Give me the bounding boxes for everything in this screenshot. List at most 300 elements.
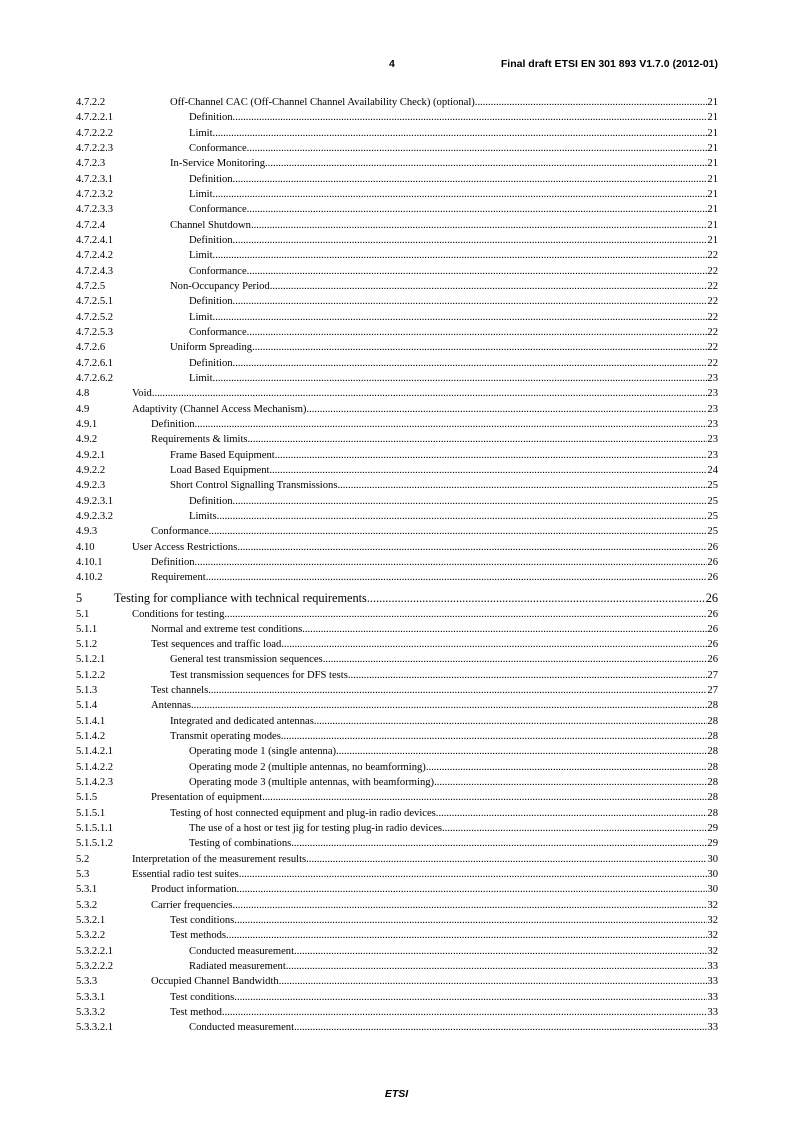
toc-entry-page: 24 [707, 464, 718, 476]
toc-entry-number: 4.7.2.6 [76, 342, 106, 354]
toc-entry[interactable] [76, 1020, 718, 1035]
toc-entry-page: 22 [707, 326, 718, 338]
toc-entry-title: Conformance [189, 265, 247, 277]
toc-entry[interactable] [76, 325, 718, 340]
toc-entry-title: Test sequences and traffic load [151, 639, 282, 651]
toc-entry-title: Limit [189, 372, 213, 384]
toc-entry-title: Essential radio test suites [132, 869, 239, 881]
toc-entry-number: 5.3 [76, 869, 90, 881]
toc-entry[interactable] [76, 821, 718, 836]
toc-entry-page: 26 [707, 556, 718, 568]
toc-entry[interactable] [76, 1005, 718, 1020]
toc-entry-title: Test method [170, 1007, 222, 1019]
toc-entry-page: 25 [707, 510, 718, 522]
toc-entry[interactable] [76, 463, 718, 478]
toc-dot-leader [367, 590, 706, 607]
toc-entry[interactable] [76, 867, 718, 882]
toc-entry-number: 5.1.4.2.1 [76, 746, 114, 758]
toc-entry-title: Operating mode 2 (multiple antennas, no beamforming) [189, 761, 426, 773]
toc-dot-leader [306, 402, 707, 417]
toc-dot-leader [195, 417, 708, 432]
toc-entry-page: 21 [707, 97, 718, 108]
toc-entry-title: Definition [189, 234, 233, 246]
toc-dot-leader [252, 340, 707, 355]
toc-dot-leader [226, 928, 707, 943]
toc-entry-page: 26 [705, 590, 718, 605]
toc-entry-number: 5.1.5.1.2 [76, 838, 114, 850]
toc-entry[interactable] [76, 622, 718, 637]
toc-entry-page: 30 [707, 853, 718, 865]
toc-dot-leader [237, 882, 708, 897]
toc-entry-number: 5.1.1 [76, 623, 98, 635]
toc-entry-title: Definition [189, 173, 233, 185]
toc-entry[interactable] [76, 310, 718, 325]
toc-entry[interactable] [76, 928, 718, 943]
toc-entry-page: 22 [707, 311, 718, 323]
toc-dot-leader [233, 233, 708, 248]
toc-entry-page: 33 [707, 1007, 718, 1019]
toc-entry-page: 21 [707, 204, 718, 216]
toc-entry[interactable] [76, 340, 718, 355]
toc-entry-title: Requirement [151, 572, 206, 584]
document-title: Final draft ETSI EN 301 893 V1.7.0 (2012-01) [500, 58, 718, 70]
toc-entry[interactable] [76, 448, 718, 463]
toc-entry-page: 32 [707, 915, 718, 927]
toc-entry[interactable] [76, 233, 718, 248]
toc-entry-page: 28 [707, 715, 718, 727]
toc-entry-title: In-Service Monitoring [170, 158, 266, 170]
toc-dot-leader [291, 836, 707, 851]
toc-entry-page: 29 [707, 838, 718, 850]
toc-entry-page: 28 [707, 746, 718, 758]
toc-entry-title: Transmit operating modes [170, 731, 281, 743]
toc-entry-page: 28 [707, 731, 718, 743]
toc-entry-number: 4.7.2.4 [76, 219, 106, 231]
toc-dot-leader [209, 524, 708, 539]
toc-dot-leader [152, 386, 708, 401]
toc-entry-page: 32 [707, 899, 718, 911]
toc-entry[interactable] [76, 683, 718, 698]
toc-entry-number: 4.9.2.3 [76, 480, 106, 492]
table-of-contents [76, 95, 718, 1036]
toc-entry-page: 22 [707, 265, 718, 277]
toc-entry[interactable] [76, 417, 718, 432]
toc-entry-page: 23 [707, 434, 718, 446]
toc-dot-leader [213, 187, 708, 202]
toc-entry-page: 21 [707, 142, 718, 154]
toc-entry-title: Limit [189, 250, 213, 262]
toc-dot-leader [262, 790, 707, 805]
toc-entry[interactable] [76, 974, 718, 989]
toc-dot-leader [275, 448, 708, 463]
toc-entry-title: Conformance [189, 326, 247, 338]
toc-dot-leader [213, 371, 708, 386]
toc-entry[interactable] [76, 775, 718, 790]
toc-entry-number: 5.1.4.2.3 [76, 777, 114, 789]
toc-entry[interactable] [76, 294, 718, 309]
toc-entry-page: 23 [707, 418, 718, 430]
toc-entry-title: Limit [189, 311, 213, 323]
toc-entry-title: Channel Shutdown [170, 219, 251, 231]
toc-entry-title: Uniform Spreading [170, 342, 253, 354]
toc-dot-leader [281, 729, 708, 744]
toc-entry-page: 21 [707, 158, 718, 170]
toc-entry[interactable] [76, 959, 718, 974]
toc-dot-leader [314, 714, 708, 729]
toc-entry-number: 4.7.2.4.1 [76, 234, 114, 246]
toc-entry[interactable] [76, 279, 718, 294]
toc-entry-page: 30 [707, 884, 718, 896]
toc-entry-number: 4.8 [76, 388, 90, 400]
toc-entry-number: 5.1.4 [76, 700, 98, 712]
toc-entry-title: Testing of combinations [189, 838, 292, 850]
toc-entry[interactable] [76, 141, 718, 156]
toc-entry[interactable] [76, 570, 718, 585]
toc-entry-title: Conditions for testing [132, 608, 225, 620]
toc-entry-title: The use of a host or test jig for testing plug-in radio devices [189, 823, 443, 835]
toc-entry-number: 4.7.2.5.2 [76, 311, 114, 323]
toc-entry[interactable] [76, 248, 718, 263]
toc-entry-number: 5.3.3.2 [76, 1007, 106, 1019]
toc-entry-page: 22 [707, 342, 718, 354]
toc-entry-title: Occupied Channel Bandwidth [151, 976, 279, 988]
toc-dot-leader [337, 478, 707, 493]
toc-entry-number: 5.3.3 [76, 976, 98, 988]
toc-dot-leader [232, 898, 707, 913]
toc-entry-title: Non-Occupancy Period [170, 280, 270, 292]
toc-entry-number: 4.7.2.4.2 [76, 250, 114, 262]
toc-entry-page: 32 [707, 945, 718, 957]
toc-entry-page: 25 [707, 480, 718, 492]
toc-entry-title: Antennas [151, 700, 192, 712]
toc-entry-number: 5.3.3.2.1 [76, 1022, 114, 1034]
toc-dot-leader [269, 463, 707, 478]
toc-entry-page: 26 [707, 654, 718, 666]
toc-entry-title: Test channels [151, 685, 209, 697]
toc-dot-leader [306, 852, 707, 867]
toc-entry[interactable] [76, 990, 718, 1005]
toc-entry-page: 21 [707, 234, 718, 246]
toc-dot-leader [195, 555, 708, 570]
toc-entry[interactable] [76, 402, 718, 417]
toc-entry-page: 28 [707, 700, 718, 712]
toc-entry-page: 23 [707, 449, 718, 461]
toc-entry[interactable] [76, 898, 718, 913]
toc-entry[interactable] [76, 432, 718, 447]
toc-entry-title: Test transmission sequences for DFS tests [170, 669, 348, 681]
toc-entry-number: 4.7.2.2.3 [76, 142, 114, 154]
toc-entry[interactable] [76, 172, 718, 187]
toc-entry-title: Test conditions [170, 991, 235, 1003]
toc-entry-title: Product information [151, 884, 237, 896]
toc-entry[interactable] [76, 540, 718, 555]
toc-entry-title: General test transmission sequences [170, 654, 323, 666]
toc-entry-number: 5.3.1 [76, 884, 98, 896]
toc-entry-title: Limit [189, 127, 213, 139]
toc-entry[interactable] [76, 386, 718, 401]
toc-entry-page: 22 [707, 280, 718, 292]
toc-entry-number: 4.7.2.2 [76, 97, 106, 108]
toc-entry[interactable] [76, 356, 718, 371]
toc-entry-page: 26 [707, 623, 718, 635]
toc-dot-leader [233, 294, 708, 309]
toc-entry[interactable] [76, 555, 718, 570]
toc-entry-page: 32 [707, 930, 718, 942]
toc-entry-number: 5.2 [76, 853, 90, 865]
toc-dot-leader [233, 172, 708, 187]
toc-dot-leader [213, 310, 708, 325]
toc-entry-number: 4.10.1 [76, 556, 103, 568]
toc-entry-number: 5.1.5 [76, 792, 98, 804]
toc-entry-page: 22 [707, 250, 718, 262]
toc-entry[interactable] [76, 371, 718, 386]
toc-entry-page: 33 [707, 991, 718, 1003]
toc-entry[interactable] [76, 882, 718, 897]
toc-dot-leader [426, 760, 708, 775]
toc-entry-number: 5 [76, 590, 83, 605]
toc-dot-leader [239, 867, 708, 882]
toc-entry[interactable] [76, 714, 718, 729]
toc-entry[interactable] [76, 944, 718, 959]
toc-dot-leader [213, 248, 708, 263]
toc-entry-number: 4.10.2 [76, 572, 103, 584]
toc-entry-number: 4.9.1 [76, 418, 98, 430]
toc-entry-title: Normal and extreme test conditions [151, 623, 303, 635]
toc-entry-page: 21 [707, 188, 718, 200]
toc-entry[interactable] [76, 494, 718, 509]
toc-entry[interactable] [76, 264, 718, 279]
toc-entry-page: 27 [707, 669, 718, 681]
page-header [76, 58, 718, 72]
toc-entry-number: 4.10 [76, 541, 95, 553]
toc-entry-title: Carrier frequencies [151, 899, 233, 911]
toc-entry-number: 4.7.2.3.2 [76, 188, 114, 200]
toc-entry-number: 4.9.2.3.2 [76, 510, 114, 522]
toc-dot-leader [279, 974, 708, 989]
toc-dot-leader [206, 570, 708, 585]
toc-dot-leader [247, 202, 708, 217]
toc-entry-title: Limits [189, 510, 217, 522]
toc-entry-title: Definition [189, 495, 233, 507]
toc-entry-page: 22 [707, 296, 718, 308]
toc-dot-leader [237, 540, 707, 555]
toc-entry-title: Testing of host connected equipment and plug-in radio devices [170, 807, 436, 819]
toc-dot-leader [191, 698, 707, 713]
toc-entry-title: Radiated measurement [189, 961, 286, 973]
toc-dot-leader [233, 494, 708, 509]
toc-entry-number: 4.7.2.6.2 [76, 372, 114, 384]
toc-dot-leader [281, 637, 707, 652]
toc-entry-title: Definition [189, 112, 233, 124]
toc-entry[interactable] [76, 126, 718, 141]
toc-entry-number: 5.1.4.2.2 [76, 761, 114, 773]
toc-entry[interactable] [76, 218, 718, 233]
toc-entry-title: Definition [189, 296, 233, 308]
toc-entry-number: 5.3.2.2.1 [76, 945, 114, 957]
toc-entry-title: Frame Based Equipment [170, 449, 275, 461]
toc-entry-number: 4.7.2.3.1 [76, 173, 114, 185]
toc-entry-title: Test conditions [170, 915, 235, 927]
toc-entry-page: 27 [707, 685, 718, 697]
toc-dot-leader [302, 622, 707, 637]
toc-entry-page: 23 [707, 388, 718, 400]
toc-dot-leader [233, 356, 708, 371]
toc-entry-number: 5.1.5.1 [76, 807, 106, 819]
toc-entry-number: 5.3.2.1 [76, 915, 106, 927]
toc-entry-number: 4.7.2.5.3 [76, 326, 114, 338]
toc-entry-title: Test methods [170, 930, 227, 942]
toc-entry[interactable] [76, 729, 718, 744]
toc-entry-page: 33 [707, 976, 718, 988]
toc-dot-leader [247, 325, 708, 340]
toc-entry-title: Integrated and dedicated antennas [170, 715, 314, 727]
toc-entry-page: 28 [707, 761, 718, 773]
toc-dot-leader [233, 110, 708, 125]
toc-entry-number: 4.9.2 [76, 434, 98, 446]
toc-entry-title: Definition [151, 418, 195, 430]
toc-entry-page: 21 [707, 127, 718, 139]
toc-entry[interactable] [76, 607, 718, 622]
toc-entry-page: 26 [707, 572, 718, 584]
toc-entry-page: 28 [707, 792, 718, 804]
toc-entry-title: Presentation of equipment [151, 792, 263, 804]
toc-entry-number: 4.9.2.3.1 [76, 495, 114, 507]
toc-entry-number: 4.7.2.2.1 [76, 112, 114, 124]
toc-entry-page: 21 [707, 173, 718, 185]
toc-entry-number: 4.7.2.2.2 [76, 127, 114, 139]
toc-dot-leader [224, 607, 707, 622]
toc-entry-title: Operating mode 1 (single antenna) [189, 746, 337, 758]
toc-entry[interactable] [76, 590, 718, 607]
toc-entry[interactable] [76, 637, 718, 652]
toc-entry-number: 4.7.2.5 [76, 280, 106, 292]
toc-dot-leader [323, 652, 708, 667]
toc-entry-title: Requirements & limits [151, 434, 248, 446]
toc-entry-title: Interpretation of the measurement results [132, 853, 307, 865]
toc-entry-number: 5.1.4.1 [76, 715, 106, 727]
toc-entry-number: 5.1.4.2 [76, 731, 106, 743]
toc-entry-number: 5.1 [76, 608, 90, 620]
toc-entry-number: 4.7.2.3 [76, 158, 106, 170]
toc-entry-page: 28 [707, 807, 718, 819]
toc-dot-leader [436, 806, 708, 821]
toc-entry-title: Short Control Signalling Transmissions [170, 480, 338, 492]
toc-entry-number: 4.7.2.5.1 [76, 296, 114, 308]
toc-dot-leader [213, 126, 708, 141]
toc-entry-number: 5.3.2.2.2 [76, 961, 114, 973]
toc-entry-page: 21 [707, 112, 718, 124]
toc-entry-title: User Access Restrictions [132, 541, 238, 553]
toc-dot-leader [251, 218, 707, 233]
toc-dot-leader [208, 683, 707, 698]
toc-entry-number: 5.3.3.1 [76, 991, 106, 1003]
toc-entry[interactable] [76, 836, 718, 851]
toc-entry-page: 26 [707, 541, 718, 553]
toc-entry-page: 33 [707, 961, 718, 973]
toc-dot-leader [442, 821, 707, 836]
toc-entry-page: 21 [707, 219, 718, 231]
toc-entry[interactable] [76, 744, 718, 759]
toc-entry[interactable] [76, 95, 718, 110]
toc-entry-number: 4.9.2.1 [76, 449, 106, 461]
toc-entry-page: 25 [707, 495, 718, 507]
toc-entry[interactable] [76, 852, 718, 867]
toc-entry[interactable] [76, 790, 718, 805]
toc-entry[interactable] [76, 156, 718, 171]
toc-entry-number: 5.1.5.1.1 [76, 823, 114, 835]
toc-entry[interactable] [76, 478, 718, 493]
toc-entry-title: Void [132, 388, 152, 400]
toc-entry-page: 22 [707, 357, 718, 369]
toc-dot-leader [294, 1020, 707, 1035]
toc-entry-title: Off-Channel CAC (Off-Channel Channel Availability Check) (optional) [170, 97, 475, 108]
toc-dot-leader [294, 944, 707, 959]
page-number: 4 [389, 58, 395, 70]
toc-entry-number: 5.1.2.1 [76, 654, 106, 666]
toc-entry-number: 4.7.2.4.3 [76, 265, 114, 277]
toc-dot-leader [348, 668, 708, 683]
toc-entry[interactable] [76, 698, 718, 713]
toc-entry-number: 4.9.3 [76, 526, 98, 538]
toc-entry[interactable] [76, 652, 718, 667]
toc-entry-number: 4.9.2.2 [76, 464, 106, 476]
toc-entry-number: 5.1.2.2 [76, 669, 106, 681]
toc-entry[interactable] [76, 202, 718, 217]
toc-entry[interactable] [76, 187, 718, 202]
toc-entry-title: Adaptivity (Channel Access Mechanism) [132, 403, 307, 415]
toc-dot-leader [222, 1005, 707, 1020]
toc-dot-leader [265, 156, 707, 171]
toc-entry-title: Definition [189, 357, 233, 369]
toc-entry[interactable] [76, 760, 718, 775]
toc-entry-page: 33 [707, 1022, 718, 1034]
toc-entry-page: 25 [707, 526, 718, 538]
toc-entry[interactable] [76, 509, 718, 524]
toc-entry-title: Operating mode 3 (multiple antennas, with beamforming) [189, 777, 435, 789]
toc-dot-leader [434, 775, 707, 790]
toc-entry-title: Conducted measurement [189, 945, 295, 957]
toc-entry-number: 5.1.3 [76, 685, 98, 697]
toc-dot-leader [234, 990, 707, 1005]
toc-entry-page: 29 [707, 823, 718, 835]
toc-entry-page: 28 [707, 777, 718, 789]
toc-entry-page: 23 [707, 372, 718, 384]
toc-entry[interactable] [76, 806, 718, 821]
toc-entry-title: Limit [189, 188, 213, 200]
toc-entry-number: 5.3.2.2 [76, 930, 106, 942]
toc-dot-leader [336, 744, 707, 759]
toc-dot-leader [234, 913, 707, 928]
toc-entry-number: 5.3.2 [76, 899, 98, 911]
toc-entry-title: Conformance [189, 204, 247, 216]
toc-entry-title: Conducted measurement [189, 1022, 295, 1034]
toc-entry-title: Definition [151, 556, 195, 568]
toc-dot-leader [248, 432, 708, 447]
toc-entry-number: 4.9 [76, 403, 90, 415]
toc-entry[interactable] [76, 668, 718, 683]
toc-dot-leader [247, 264, 708, 279]
toc-entry-number: 4.7.2.6.1 [76, 357, 114, 369]
toc-entry[interactable] [76, 913, 718, 928]
toc-dot-leader [247, 141, 708, 156]
toc-entry[interactable] [76, 110, 718, 125]
toc-entry-page: 30 [707, 869, 718, 881]
toc-entry-number: 4.7.2.3.3 [76, 204, 114, 216]
toc-dot-leader [475, 95, 708, 110]
toc-entry[interactable] [76, 524, 718, 539]
toc-entry-title: Conformance [189, 142, 247, 154]
toc-entry-title: Testing for compliance with technical requirements [114, 590, 367, 605]
